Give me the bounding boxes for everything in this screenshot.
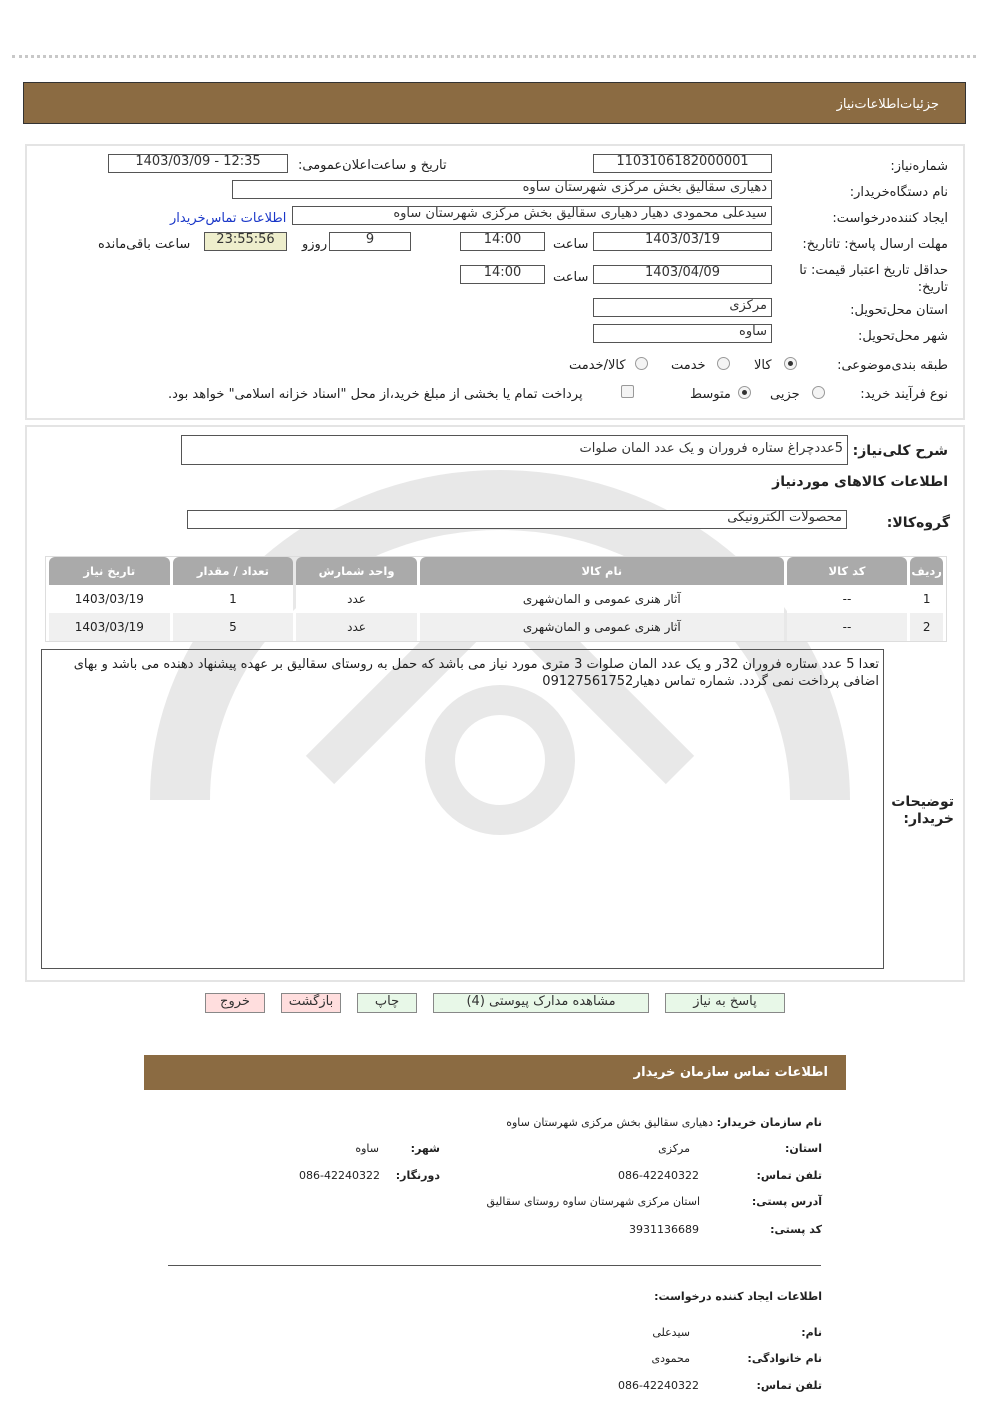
deadline-time-field[interactable]: 14:00	[460, 232, 545, 251]
process-radio-minor[interactable]	[812, 386, 825, 399]
province-label: استان محل‌تحویل:	[850, 303, 948, 318]
validity-date-field[interactable]: 1403/04/09	[593, 265, 772, 284]
contact-address-value: استان مرکزی شهرستان ساوه روستای سقالیق	[486, 1195, 700, 1208]
cell-quantity: 5	[173, 613, 294, 641]
remaining-label: ساعت باقی‌مانده	[98, 237, 191, 252]
cell-date: 1403/03/19	[49, 613, 170, 641]
col-header-date: تاریخ نیاز	[49, 557, 170, 585]
contact-org-value: دهیاری سقالیق بخش مرکزی شهرستان ساوه	[506, 1116, 713, 1129]
contact-fax-value: 086-42240322	[299, 1169, 380, 1182]
creator-family-value: محمودی	[651, 1352, 690, 1365]
contact-header-title: اطلاعات تماس سازمان خریدار	[633, 1065, 828, 1080]
category-option-goods: کالا	[754, 358, 772, 373]
contact-org-label: نام سازمان خریدار:	[716, 1116, 822, 1129]
province-field[interactable]: مرکزی	[593, 298, 772, 317]
col-header-name: نام کالا	[420, 557, 784, 585]
days-label: روزو	[302, 237, 328, 252]
category-option-service: خدمت	[671, 358, 706, 373]
top-divider	[12, 55, 976, 58]
col-header-quantity: تعداد / مقدار	[173, 557, 294, 585]
creator-name-value: سیدعلی	[652, 1326, 690, 1339]
col-header-code: کد کالا	[787, 557, 908, 585]
need-number-label: شماره‌نیاز:	[890, 159, 948, 174]
back-button[interactable]: بازگشت	[281, 993, 341, 1013]
table-row	[49, 613, 943, 641]
contact-phone-label: تلفن تماس:	[756, 1169, 822, 1182]
goods-section-title: اطلاعات کالاهای مورد‌نیاز	[772, 474, 948, 490]
announce-field[interactable]: 1403/03/09 - 12:35	[108, 154, 288, 173]
contact-header	[144, 1055, 846, 1090]
exit-button[interactable]: خروج	[205, 993, 265, 1013]
cell-name: آثار هنری عمومی و المان‌شهری	[420, 613, 784, 641]
validity-time-field[interactable]: 14:00	[460, 265, 545, 284]
category-radio-service[interactable]	[717, 357, 730, 370]
respond-button[interactable]: پاسخ به نیاز	[665, 993, 785, 1013]
validity-time-label: ساعت	[553, 270, 589, 285]
category-radio-goods[interactable]	[784, 357, 797, 370]
contact-divider	[168, 1265, 821, 1266]
category-label: طبقه بندی‌موضوعی:	[837, 358, 948, 373]
cell-row-number: 2	[910, 613, 943, 641]
process-option-medium: متوسط	[690, 387, 731, 402]
buyer-contact-link[interactable]: اطلاعات تماس‌خریدار	[170, 211, 287, 226]
category-option-both: کالا/خدمت	[569, 358, 626, 373]
category-radio-both[interactable]	[635, 357, 648, 370]
keyword-field[interactable]: 5عددچراغ ستاره فروران و یک عدد المان صلوات	[181, 435, 848, 465]
contact-city-value: ساوه	[355, 1142, 379, 1155]
contact-province-label: استان:	[785, 1142, 822, 1155]
creator-phone-label: تلفن تماس:	[756, 1379, 822, 1392]
attachments-button[interactable]: مشاهده مدارک پیوستی (4)	[433, 993, 649, 1013]
city-field[interactable]: ساوه	[593, 324, 772, 343]
table-row	[49, 585, 943, 613]
days-field[interactable]: 9	[329, 232, 411, 251]
cell-code: --	[787, 585, 908, 613]
cell-unit: عدد	[296, 585, 417, 613]
contact-province-value: مرکزی	[658, 1142, 690, 1155]
payment-note: پرداخت تمام یا بخشی از مبلغ خرید،از محل "اسناد خزانه اسلامی" خواهد بود.	[168, 387, 583, 402]
city-label: شهر محل‌تحویل:	[858, 329, 948, 344]
contact-city-label: شهر:	[410, 1142, 440, 1155]
col-header-row-number: ردیف	[910, 557, 943, 585]
cell-unit: عدد	[296, 613, 417, 641]
contact-postal-label: کد پستی:	[770, 1223, 822, 1236]
validity-label: حداقل تاریخ اعتبار قیمت: تا تاریخ:	[799, 263, 948, 295]
cell-row-number: 1	[910, 585, 943, 613]
keyword-label: شرح کلی‌نیاز:	[852, 443, 948, 459]
cell-code: --	[787, 613, 908, 641]
process-radio-medium[interactable]	[738, 386, 751, 399]
contact-phone-value: 086-42240322	[618, 1169, 699, 1182]
description-textarea[interactable]: تعدا 5 عدد ستاره فروران 32ر و یک عدد المان صلوات 3 متری مورد نیاز می باشد که حمل به روستای سقالیق بر عهده پیشنهاد دهنده می باشد و بهای اضافی پرداخت نمی گردد. شماره تماس دهیار09127561752	[41, 649, 884, 969]
remaining-time-field: 23:55:56	[204, 232, 287, 251]
need-number-field[interactable]: 1103106182000001	[593, 154, 772, 173]
buyer-org-label: نام دستگاه‌خریدار:	[849, 185, 948, 200]
creator-field[interactable]: سیدعلی محمودی دهیار دهیاری سقالیق بخش مرکزی شهرستان ساوه	[292, 206, 772, 225]
col-header-unit: واحد شمارش	[296, 557, 417, 585]
contact-postal-value: 3931136689	[629, 1223, 699, 1236]
group-field[interactable]: محصولات الکترونیکی	[187, 510, 847, 529]
contact-address-label: آدرس پستی:	[751, 1195, 822, 1208]
cell-name: آثار هنری عمومی و المان‌شهری	[420, 585, 784, 613]
creator-info-title: اطلاعات ایجاد کننده درخواست:	[654, 1290, 822, 1303]
details-header-title: جزئیات‌اطلاعات‌نیاز	[836, 97, 939, 112]
deadline-date-field[interactable]: 1403/03/19	[593, 232, 772, 251]
description-label: توضیحات خریدار:	[891, 794, 954, 827]
buyer-org-field[interactable]: دهیاری سقالیق بخش مرکزی شهرستان ساوه	[232, 180, 772, 199]
group-label: گروه‌کالا:	[886, 515, 950, 531]
deadline-time-label: ساعت	[553, 237, 589, 252]
cell-quantity: 1	[173, 585, 294, 613]
contact-fax-label: دورنگار:	[395, 1169, 440, 1182]
goods-table	[45, 556, 947, 642]
deadline-label: مهلت ارسال پاسخ: تاتاریخ:	[802, 237, 948, 252]
process-option-minor: جزیی	[770, 387, 800, 402]
cell-date: 1403/03/19	[49, 585, 170, 613]
treasury-checkbox[interactable]	[621, 385, 634, 398]
creator-label: ایجاد کننده‌درخواست:	[832, 211, 948, 226]
creator-phone-value: 086-42240322	[618, 1379, 699, 1392]
creator-family-label: نام خانوادگی:	[747, 1352, 822, 1365]
process-label: نوع فرآیند خرید:	[860, 387, 948, 402]
details-header	[23, 82, 966, 124]
creator-name-label: نام:	[801, 1326, 822, 1339]
print-button[interactable]: چاپ	[357, 993, 417, 1013]
announce-label: تاریخ و ساعت‌اعلان‌عمومی:	[298, 158, 447, 173]
